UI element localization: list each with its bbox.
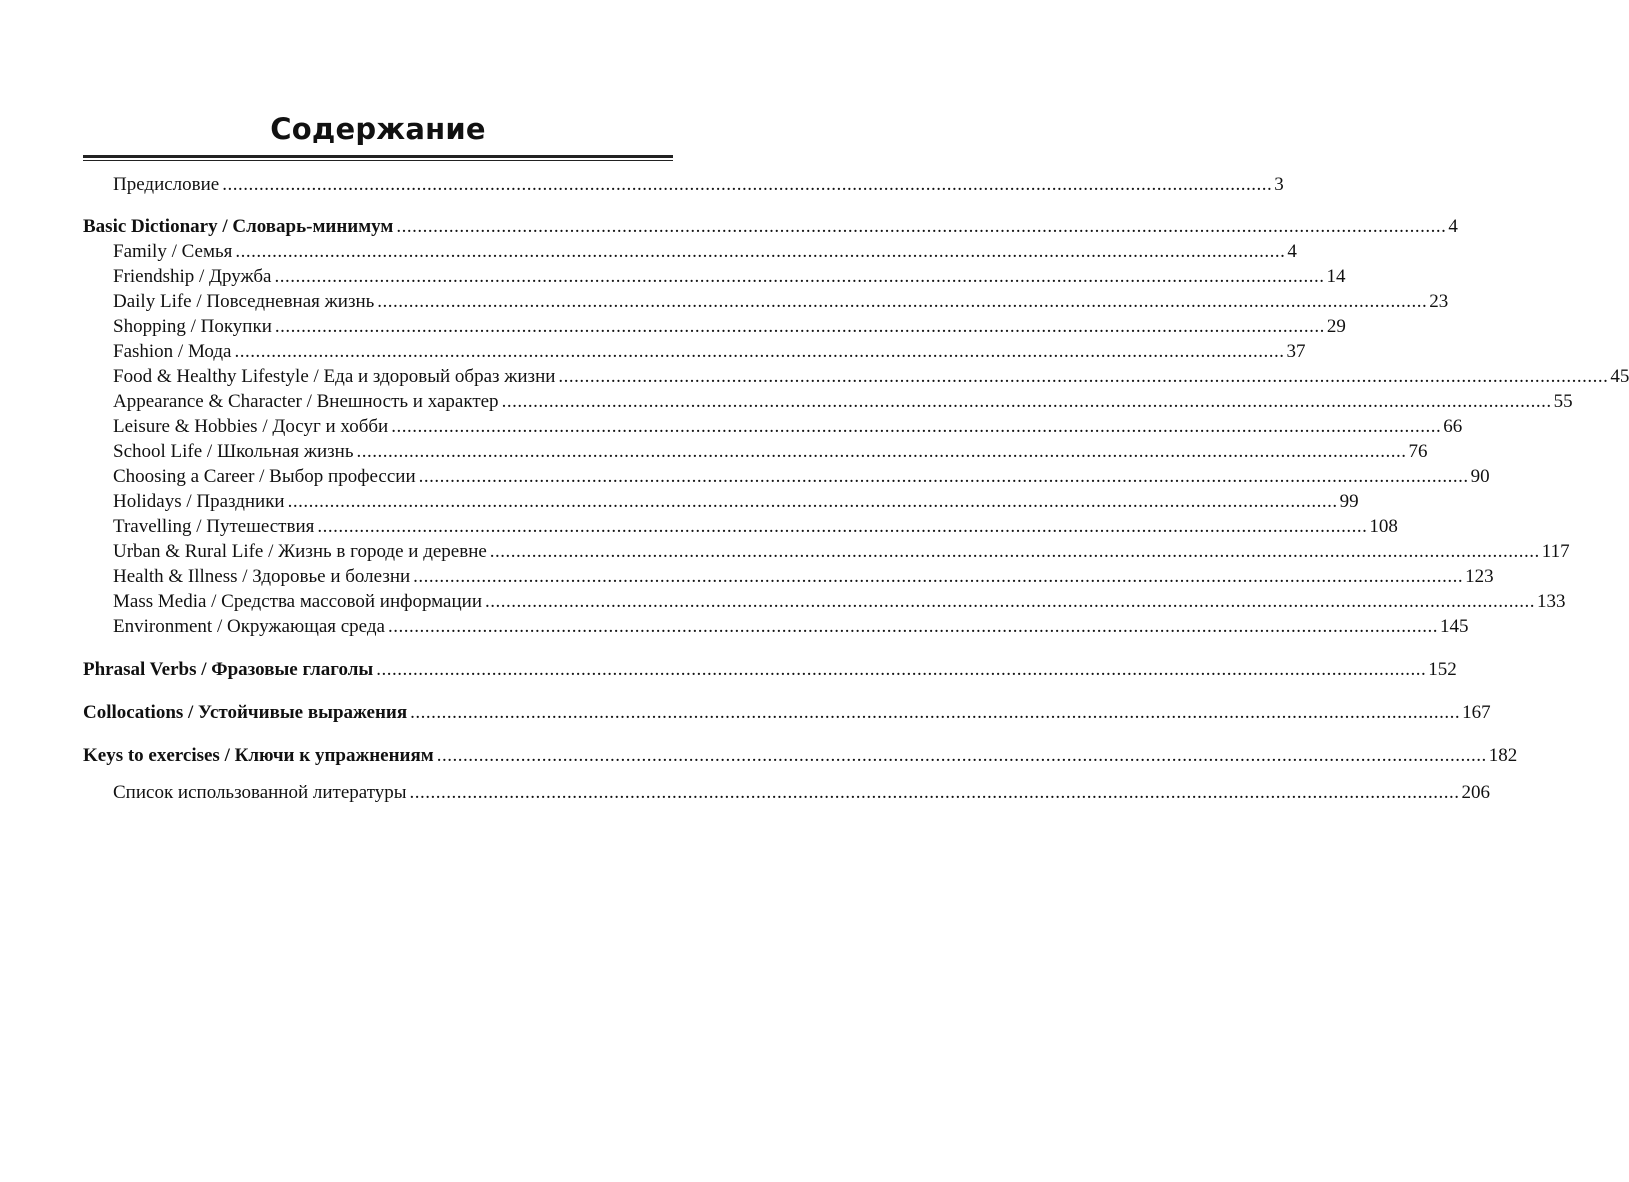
toc-entry-page-number: 145 [1439,616,1469,637]
toc-entry-page-number: 108 [1369,516,1398,537]
toc-leader-dots: ........................................................................................................................................................................................................ [222,174,1273,195]
toc-entry-label: Food & Healthy Lifestyle / Еда и здоровый образ жизни [113,366,556,387]
toc-leader-dots: ........................................................................................................................................................................................................ [410,702,1461,723]
toc-entry-label: Urban & Rural Life / Жизнь в городе и деревне [113,541,487,562]
toc-entry [113,416,1463,438]
toc-entry [113,466,1490,488]
toc-entry [113,291,1449,313]
toc-entry-label: Health & Illness / Здоровье и болезни [113,566,411,587]
toc-entry-label: Daily Life / Повседневная жизнь [113,291,375,312]
toc-leader-dots: ........................................................................................................................................................................................................ [413,566,1464,587]
toc-leader-dots: ........................................................................................................................................................................................................ [387,616,1438,637]
toc-leader-dots: ........................................................................................................................................................................................................ [274,266,1325,287]
toc-entry-page-number: 117 [1541,541,1570,562]
toc-entry-label: Phrasal Verbs / Фразовые глаголы [83,659,374,680]
toc-entry-label: Fashion / Мода [113,341,232,362]
toc-entry-page-number: 206 [1461,782,1491,803]
toc-entry [113,516,1398,538]
toc-leader-dots: ........................................................................................................................................................................................................ [489,541,1540,562]
toc-entry-page-number: 76 [1408,441,1428,462]
toc-entry [113,491,1359,513]
toc-entry-label: Holidays / Праздники [113,491,285,512]
toc-leader-dots: ........................................................................................................................................................................................................ [501,391,1552,412]
toc-leader-dots: ........................................................................................................................................................................................................ [377,291,1428,312]
toc-entry [113,174,1284,196]
toc-leader-dots: ........................................................................................................................................................................................................ [376,659,1427,680]
toc-leader-dots: ........................................................................................................................................................................................................ [396,216,1447,237]
toc-entry-page-number: 14 [1326,266,1346,287]
toc-entry [113,241,1297,263]
toc-entry-label: Environment / Окружающая среда [113,616,385,637]
toc-leader-dots: ........................................................................................................................................................................................................ [409,782,1460,803]
toc-entry-page-number: 123 [1465,566,1494,587]
toc-entry-page-number: 99 [1339,491,1359,512]
toc-entry-label: School Life / Школьная жизнь [113,441,354,462]
toc-entry-label: Список использованной литературы [113,782,407,803]
toc-entry-label: Appearance & Character / Внешность и характер [113,391,499,412]
toc-entry-label: Keys to exercises / Ключи к упражнениям [83,745,434,766]
toc-entry [83,659,1457,681]
toc-entry-label: Предисловие [113,174,220,195]
toc-entry [113,366,1629,388]
toc-entry [113,391,1573,413]
toc-entry-label: Family / Семья [113,241,233,262]
toc-entry-label: Travelling / Путешествия [113,516,315,537]
toc-entry [113,266,1346,288]
toc-leader-dots: ........................................................................................................................................................................................................ [558,366,1609,387]
toc-entry [113,616,1469,638]
toc-leader-dots: ........................................................................................................................................................................................................ [485,591,1535,612]
toc-leader-dots: ........................................................................................................................................................................................................ [356,441,1407,462]
toc-entry-label: Collocations / Устойчивые выражения [83,702,408,723]
toc-entry-page-number: 167 [1462,702,1491,723]
toc-entry [113,541,1570,563]
toc-entry [113,566,1494,588]
toc-entry [83,216,1458,238]
toc-entry [113,316,1346,338]
toc-entry [83,702,1491,724]
toc-leader-dots: ........................................................................................................................................................................................................ [436,745,1487,766]
toc-entry-page-number: 3 [1274,174,1284,195]
toc-entry [113,591,1566,613]
toc-entry-page-number: 4 [1448,216,1458,237]
toc-entry-label: Basic Dictionary / Словарь-минимум [83,216,394,237]
toc-leader-dots: ........................................................................................................................................................................................................ [234,341,1285,362]
page-title: Содержание [270,112,486,146]
toc-entry-label: Mass Media / Средства массовой информации [113,591,482,612]
toc-leader-dots: ........................................................................................................................................................................................................ [418,466,1469,487]
toc-entry-page-number: 29 [1326,316,1346,337]
toc-entry-page-number: 90 [1470,466,1490,487]
toc-entry-label: Shopping / Покупки [113,316,272,337]
toc-leader-dots: ........................................................................................................................................................................................................ [317,516,1368,537]
toc-leader-dots: ........................................................................................................................................................................................................ [235,241,1286,262]
toc-entry-page-number: 55 [1553,391,1573,412]
toc-entry-page-number: 4 [1287,241,1297,262]
toc-entry [113,341,1306,363]
toc-entry-label: Friendship / Дружба [113,266,272,287]
toc-entry [113,782,1491,804]
toc-entry-page-number: 45 [1610,366,1629,387]
toc-entry-page-number: 182 [1488,745,1518,766]
toc-entry-page-number: 152 [1428,659,1457,680]
toc-entry [83,745,1518,767]
toc-entry-label: Choosing a Career / Выбор профессии [113,466,416,487]
toc-entry-page-number: 37 [1286,341,1306,362]
toc-leader-dots: ........................................................................................................................................................................................................ [287,491,1338,512]
toc-entry-page-number: 133 [1537,591,1566,612]
toc-leader-dots: ........................................................................................................................................................................................................ [391,416,1442,437]
toc-entry-page-number: 66 [1443,416,1463,437]
toc-entry-label: Leisure & Hobbies / Досуг и хобби [113,416,389,437]
toc-entry [113,441,1428,463]
toc-entry-page-number: 23 [1429,291,1449,312]
toc-leader-dots: ........................................................................................................................................................................................................ [274,316,1325,337]
